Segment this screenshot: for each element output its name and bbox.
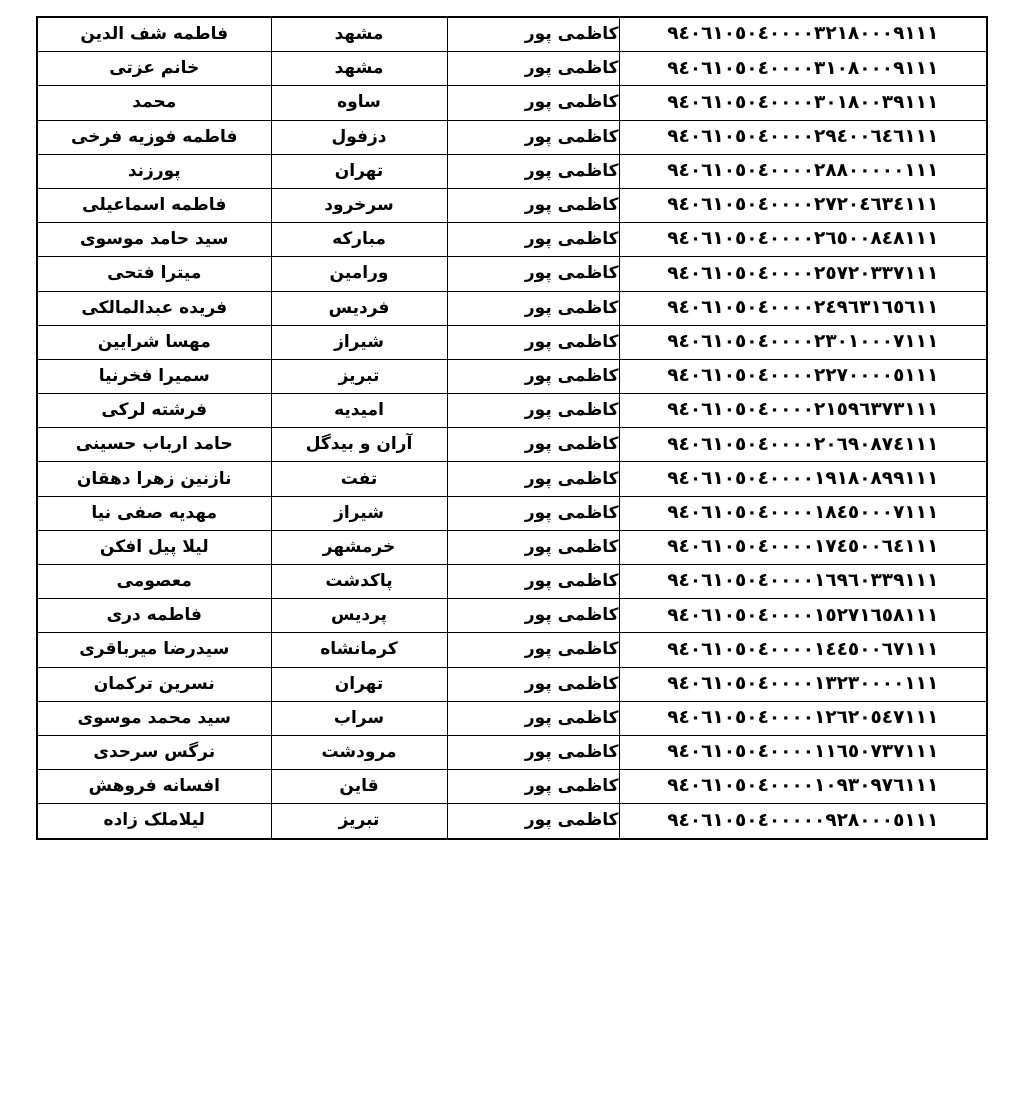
person-name-cell: سید محمد موسوی (37, 701, 271, 735)
table-row (37, 394, 987, 428)
account-number-cell: ٩٤٠٦١٠٥٠٤٠٠٠٠١٦٩٦٠٣٣٩١١١ (619, 565, 987, 599)
city-cell: خرمشهر (271, 530, 447, 564)
person-name-cell: نرگس سرحدی (37, 735, 271, 769)
city-cell: ساوه (271, 86, 447, 120)
table-row (37, 120, 987, 154)
city-cell: تفت (271, 462, 447, 496)
person-name-cell: افسانه فروهش (37, 770, 271, 804)
table-row (37, 633, 987, 667)
city-cell: شیراز (271, 325, 447, 359)
account-number-cell: ٩٤٠٦١٠٥٠٤٠٠٠٠١١٦٥٠٧٣٧١١١ (619, 735, 987, 769)
city-cell: تبریز (271, 804, 447, 839)
city-cell: آران و بیدگل (271, 428, 447, 462)
account-number-cell: ٩٤٠٦١٠٥٠٤٠٠٠٠٢٠٦٩٠٨٧٤١١١ (619, 428, 987, 462)
person-name-cell: پورزند (37, 154, 271, 188)
city-cell: تهران (271, 667, 447, 701)
table-row (37, 154, 987, 188)
family-name-cell: کاظمی پور (447, 633, 619, 667)
account-number-cell: ٩٤٠٦١٠٥٠٤٠٠٠٠١٧٤٥٠٠٦٤١١١ (619, 530, 987, 564)
city-cell: مبارکه (271, 223, 447, 257)
person-name-cell: نازنین زهرا دهقان (37, 462, 271, 496)
table-row (37, 599, 987, 633)
table-row (37, 257, 987, 291)
table-row (37, 52, 987, 86)
city-cell: فردیس (271, 291, 447, 325)
table-row (37, 667, 987, 701)
family-name-cell: کاظمی پور (447, 188, 619, 222)
account-number-cell: ٩٤٠٦١٠٥٠٤٠٠٠٠٢٥٧٢٠٣٣٧١١١ (619, 257, 987, 291)
table-row (37, 223, 987, 257)
family-name-cell: کاظمی پور (447, 735, 619, 769)
city-cell: پاکدشت (271, 565, 447, 599)
account-number-cell: ٩٤٠٦١٠٥٠٤٠٠٠٠٢٨٨٠٠٠٠٠١١١ (619, 154, 987, 188)
table-row (37, 701, 987, 735)
family-name-cell: کاظمی پور (447, 804, 619, 839)
person-name-cell: فرشته لرکی (37, 394, 271, 428)
family-name-cell: کاظمی پور (447, 496, 619, 530)
person-name-cell: فاطمه دری (37, 599, 271, 633)
account-number-cell: ٩٤٠٦١٠٥٠٤٠٠٠٠٠٩٢٨٠٠٠٥١١١ (619, 804, 987, 839)
table-row (37, 428, 987, 462)
account-number-cell: ٩٤٠٦١٠٥٠٤٠٠٠٠١٠٩٣٠٩٧٦١١١ (619, 770, 987, 804)
table-row (37, 86, 987, 120)
city-cell: قاین (271, 770, 447, 804)
person-name-cell: محمد (37, 86, 271, 120)
person-name-cell: لیلا پیل افکن (37, 530, 271, 564)
account-number-cell: ٩٤٠٦١٠٥٠٤٠٠٠٠١٥٢٧١٦٥٨١١١ (619, 599, 987, 633)
person-name-cell: لیلاملک زاده (37, 804, 271, 839)
family-name-cell: کاظمی پور (447, 325, 619, 359)
family-name-cell: کاظمی پور (447, 359, 619, 393)
city-cell: پردیس (271, 599, 447, 633)
account-number-cell: ٩٤٠٦١٠٥٠٤٠٠٠٠١٤٤٥٠٠٦٧١١١ (619, 633, 987, 667)
account-number-cell: ٩٤٠٦١٠٥٠٤٠٠٠٠١٨٤٥٠٠٠٧١١١ (619, 496, 987, 530)
family-name-cell: کاظمی پور (447, 770, 619, 804)
family-name-cell: کاظمی پور (447, 428, 619, 462)
person-name-cell: فریده عبدالمالکی (37, 291, 271, 325)
account-number-cell: ٩٤٠٦١٠٥٠٤٠٠٠٠٢٢٧٠٠٠٠٥١١١ (619, 359, 987, 393)
account-number-cell: ٩٤٠٦١٠٥٠٤٠٠٠٠١٩١٨٠٨٩٩١١١ (619, 462, 987, 496)
table-row (37, 530, 987, 564)
person-name-cell: حامد ارباب حسینی (37, 428, 271, 462)
account-number-cell: ٩٤٠٦١٠٥٠٤٠٠٠٠٣٢١٨٠٠٠٩١١١ (619, 17, 987, 52)
family-name-cell: کاظمی پور (447, 667, 619, 701)
person-name-cell: معصومی (37, 565, 271, 599)
table-row (37, 462, 987, 496)
records-table (36, 16, 988, 840)
city-cell: امیدیه (271, 394, 447, 428)
table-row (37, 496, 987, 530)
table-row (37, 325, 987, 359)
person-name-cell: خانم عزتی (37, 52, 271, 86)
account-number-cell: ٩٤٠٦١٠٥٠٤٠٠٠٠١٣٢٣٠٠٠٠١١١ (619, 667, 987, 701)
family-name-cell: کاظمی پور (447, 291, 619, 325)
city-cell: مشهد (271, 52, 447, 86)
table-row (37, 735, 987, 769)
city-cell: سراب (271, 701, 447, 735)
table-row (37, 291, 987, 325)
records-table-body (37, 17, 987, 839)
family-name-cell: کاظمی پور (447, 565, 619, 599)
city-cell: سرخرود (271, 188, 447, 222)
city-cell: مرودشت (271, 735, 447, 769)
family-name-cell: کاظمی پور (447, 530, 619, 564)
person-name-cell: مهدیه صفی نیا (37, 496, 271, 530)
account-number-cell: ٩٤٠٦١٠٥٠٤٠٠٠٠٢٩٤٠٠٦٤٦١١١ (619, 120, 987, 154)
city-cell: کرمانشاه (271, 633, 447, 667)
table-row (37, 17, 987, 52)
account-number-cell: ٩٤٠٦١٠٥٠٤٠٠٠٠٣٠١٨٠٠٣٩١١١ (619, 86, 987, 120)
city-cell: تهران (271, 154, 447, 188)
family-name-cell: کاظمی پور (447, 394, 619, 428)
person-name-cell: سیدرضا میرباقری (37, 633, 271, 667)
city-cell: ورامین (271, 257, 447, 291)
person-name-cell: سمیرا فخرنیا (37, 359, 271, 393)
account-number-cell: ٩٤٠٦١٠٥٠٤٠٠٠٠٢١٥٩٦٣٧٣١١١ (619, 394, 987, 428)
table-row (37, 770, 987, 804)
family-name-cell: کاظمی پور (447, 17, 619, 52)
city-cell: مشهد (271, 17, 447, 52)
family-name-cell: کاظمی پور (447, 599, 619, 633)
family-name-cell: کاظمی پور (447, 257, 619, 291)
city-cell: شیراز (271, 496, 447, 530)
table-row (37, 359, 987, 393)
person-name-cell: میترا فتحی (37, 257, 271, 291)
family-name-cell: کاظمی پور (447, 462, 619, 496)
family-name-cell: کاظمی پور (447, 223, 619, 257)
city-cell: دزفول (271, 120, 447, 154)
family-name-cell: کاظمی پور (447, 52, 619, 86)
family-name-cell: کاظمی پور (447, 701, 619, 735)
table-row (37, 565, 987, 599)
account-number-cell: ٩٤٠٦١٠٥٠٤٠٠٠٠٢٤٩٦٣١٦٥٦١١ (619, 291, 987, 325)
account-number-cell: ٩٤٠٦١٠٥٠٤٠٠٠٠٣١٠٨٠٠٠٩١١١ (619, 52, 987, 86)
city-cell: تبریز (271, 359, 447, 393)
person-name-cell: سید حامد موسوی (37, 223, 271, 257)
document-page (36, 16, 986, 840)
family-name-cell: کاظمی پور (447, 86, 619, 120)
table-row (37, 804, 987, 839)
person-name-cell: نسرین ترکمان (37, 667, 271, 701)
account-number-cell: ٩٤٠٦١٠٥٠٤٠٠٠٠٢٧٢٠٤٦٣٤١١١ (619, 188, 987, 222)
table-row (37, 188, 987, 222)
family-name-cell: کاظمی پور (447, 120, 619, 154)
account-number-cell: ٩٤٠٦١٠٥٠٤٠٠٠٠١٢٦٢٠٥٤٧١١١ (619, 701, 987, 735)
person-name-cell: فاطمه شف الدین (37, 17, 271, 52)
account-number-cell: ٩٤٠٦١٠٥٠٤٠٠٠٠٢٦٥٠٠٨٤٨١١١ (619, 223, 987, 257)
person-name-cell: فاطمه فوزیه فرخی (37, 120, 271, 154)
family-name-cell: کاظمی پور (447, 154, 619, 188)
person-name-cell: فاطمه اسماعیلی (37, 188, 271, 222)
person-name-cell: مهسا شرایین (37, 325, 271, 359)
account-number-cell: ٩٤٠٦١٠٥٠٤٠٠٠٠٢٣٠١٠٠٠٧١١١ (619, 325, 987, 359)
